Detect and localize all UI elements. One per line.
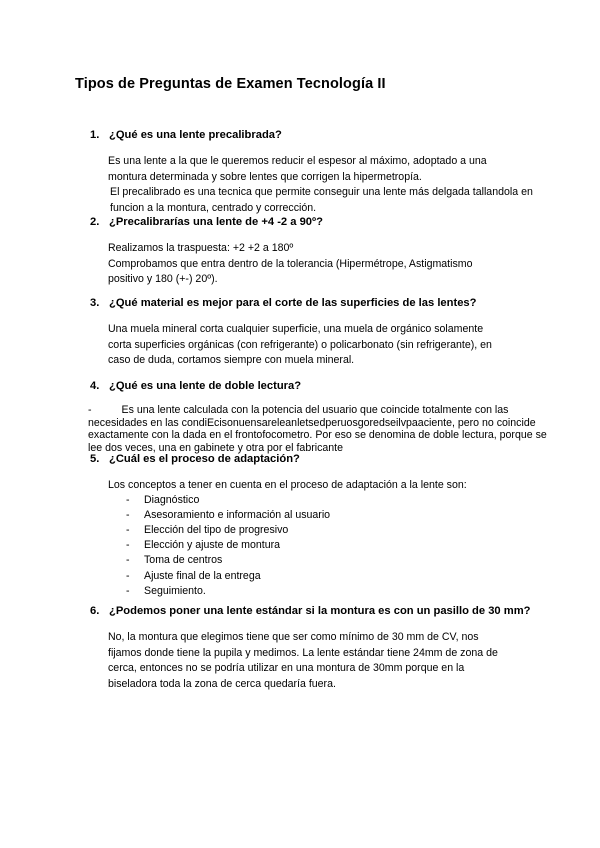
bullet-dash: -: [126, 539, 130, 552]
question-3: [90, 297, 476, 309]
question-number: 4.: [90, 380, 100, 392]
bullet-dash: -: [126, 554, 130, 567]
bullet-dash: -: [126, 509, 130, 522]
question-text: ¿Qué es una lente de doble lectura?: [109, 380, 302, 392]
answer-line: funcion a la montura, centrado y corrección.: [110, 201, 317, 214]
answer-line: necesidades en las condiEcisonuensareleanletsedperuosgoredseilvpaaciente, pero no coincide: [88, 416, 536, 429]
question-number: 5.: [90, 453, 100, 465]
answer-intro: Los conceptos a tener en cuenta en el proceso de adaptación a la lente son:: [108, 479, 467, 491]
question-text: ¿Podemos poner una lente estándar si la montura es con un pasillo de 30 mm?: [109, 605, 531, 617]
question-number: 3.: [90, 297, 100, 309]
bullet-dash: -: [126, 569, 130, 582]
question-number: 2.: [90, 216, 100, 228]
bullet-dash: -: [126, 494, 130, 507]
question-text: ¿Qué material es mejor para el corte de las superficies de las lentes?: [109, 297, 477, 309]
answer-line: Es una lente a la que le queremos reducir el espesor al máximo, adoptado a una: [108, 155, 487, 167]
list-item: - Asesoramiento e información al usuario: [126, 508, 467, 523]
question-5: [90, 453, 300, 465]
answer-6: [108, 630, 498, 692]
question-text: ¿Precalibrarías una lente de +4 -2 a 90º?: [109, 216, 323, 228]
question-text: ¿Cuál es el proceso de adaptación?: [109, 453, 300, 465]
list-item: - Elección y ajuste de montura: [126, 538, 467, 553]
answer-line: No, la montura que elegimos tiene que ser como mínimo de 30 mm de CV, nos: [108, 631, 479, 643]
process-list: [108, 493, 467, 599]
answer-line: cerca, entonces no se podría utilizar en una montura de 30mm porque en la: [108, 662, 465, 674]
answer-line: corta superficies orgánicas (con refrigerante) o policarbonato (sin refrigerante), en: [108, 338, 492, 351]
question-text: ¿Qué es una lente precalibrada?: [109, 129, 282, 141]
answer-line: exactamente con la dada en el frontofocometro. Por eso se denomina de doble lectura, porque se: [88, 429, 547, 441]
question-6: [90, 605, 531, 617]
dash-marker: -: [88, 404, 92, 416]
question-2: [90, 216, 323, 228]
list-item: - Ajuste final de la entrega: [126, 569, 467, 584]
answer-line: Una muela mineral corta cualquier superficie, una muela de orgánico solamente: [108, 323, 484, 335]
answer-4: [88, 404, 598, 454]
page-title: Tipos de Preguntas de Examen Tecnología II: [75, 76, 386, 92]
question-4: [90, 380, 301, 392]
answer-line: positivo y 180 (+-) 20º).: [108, 273, 218, 285]
answer-2: [108, 241, 473, 288]
answer-line: caso de duda, cortamos siempre con muela mineral.: [108, 354, 355, 366]
answer-1: [108, 154, 533, 216]
answer-line: biseladora toda la zona de cerca quedaría fuera.: [108, 677, 336, 690]
answer-5: [108, 478, 467, 599]
answer-line-text: Es una lente calculada con la potencia del usuario que coincide totalmente con las: [121, 404, 509, 416]
list-item: - Elección del tipo de progresivo: [126, 523, 467, 538]
question-1: [90, 129, 282, 141]
bullet-dash: -: [126, 524, 130, 537]
list-item: - Toma de centros: [126, 553, 467, 568]
answer-line: montura determinada y sobre lentes que corrigen la hipermetropía.: [108, 170, 422, 183]
answer-line: Realizamos la traspuesta: +2 +2 a 180º: [108, 242, 294, 254]
answer-line: fijamos donde tiene la pupila y medimos. La lente estándar tiene 24mm de zona de: [108, 646, 498, 659]
answer-line: Comprobamos que entra dentro de la tolerancia (Hipermétrope, Astigmatismo: [108, 257, 473, 270]
list-item: - Diagnóstico: [126, 493, 467, 508]
answer-line: [88, 404, 598, 417]
bullet-dash: -: [126, 584, 130, 597]
answer-line: El precalibrado es una tecnica que permite conseguir una lente más delgada tallandola en: [110, 186, 533, 198]
answer-line: lee dos veces, una en gabinete y otra por el fabricante: [88, 441, 344, 454]
question-number: 6.: [90, 605, 100, 617]
list-item: - Seguimiento.: [126, 584, 467, 599]
answer-3: [108, 322, 492, 369]
question-number: 1.: [90, 129, 100, 141]
